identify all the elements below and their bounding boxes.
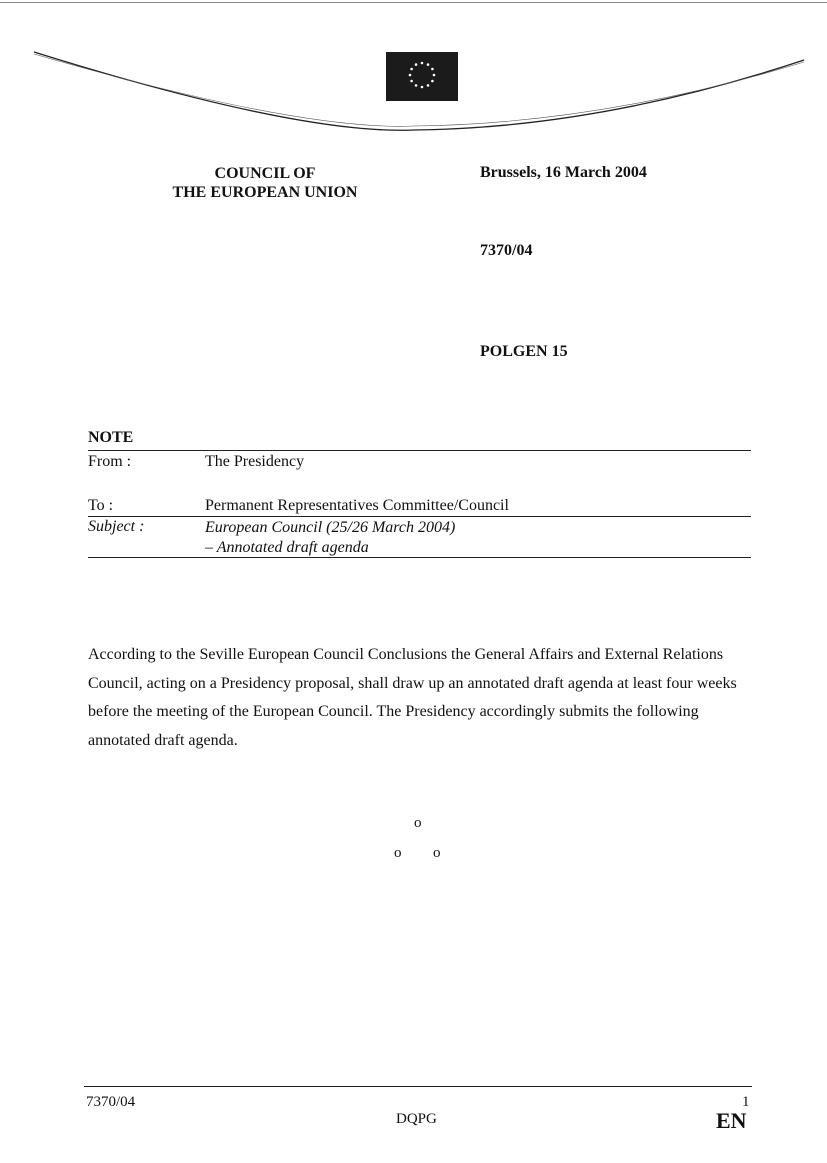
eu-stars-icon: [386, 52, 458, 101]
separator-mark: o: [394, 845, 402, 861]
from-value: The Presidency: [205, 453, 305, 470]
document-date: Brussels, 16 March 2004: [480, 164, 647, 181]
divider: [88, 557, 751, 558]
council-line-1: COUNCIL OF: [214, 165, 316, 182]
note-heading: NOTE: [88, 429, 134, 446]
divider: [88, 450, 751, 451]
subject-value: [205, 518, 455, 558]
separator-mark: o: [433, 845, 441, 861]
language-code: EN: [716, 1108, 747, 1133]
top-scan-line: [0, 2, 827, 3]
footer-unit: DQPG: [396, 1111, 437, 1127]
subject-line-2: – Annotated draft agenda: [205, 539, 369, 556]
classification-code: POLGEN 15: [480, 343, 568, 360]
footer-document-number: 7370/04: [86, 1094, 136, 1110]
page-number: 1: [742, 1094, 750, 1110]
separator-mark: o: [414, 815, 422, 831]
subject-line-1: European Council (25/26 March 2004): [205, 519, 456, 536]
eu-flag-icon: [386, 52, 458, 101]
footer-divider: [84, 1086, 752, 1087]
divider: [88, 516, 751, 517]
document-number: 7370/04: [480, 242, 533, 259]
council-line-2: THE EUROPEAN UNION: [172, 184, 358, 201]
subject-label: Subject :: [88, 518, 145, 535]
from-label: From :: [88, 453, 132, 470]
body-paragraph: According to the Seville European Council Conclusions the General Affairs and External Relations Council, acting on a Presidency proposal, shall draw up an annotated draft agenda at least four weeks before the meeting of the European Council. The Presidency accordingly submits the following annotated draft agenda.: [88, 646, 737, 749]
council-title: [150, 164, 380, 202]
to-label: To :: [88, 497, 114, 514]
to-value: Permanent Representatives Committee/Council: [205, 497, 509, 514]
